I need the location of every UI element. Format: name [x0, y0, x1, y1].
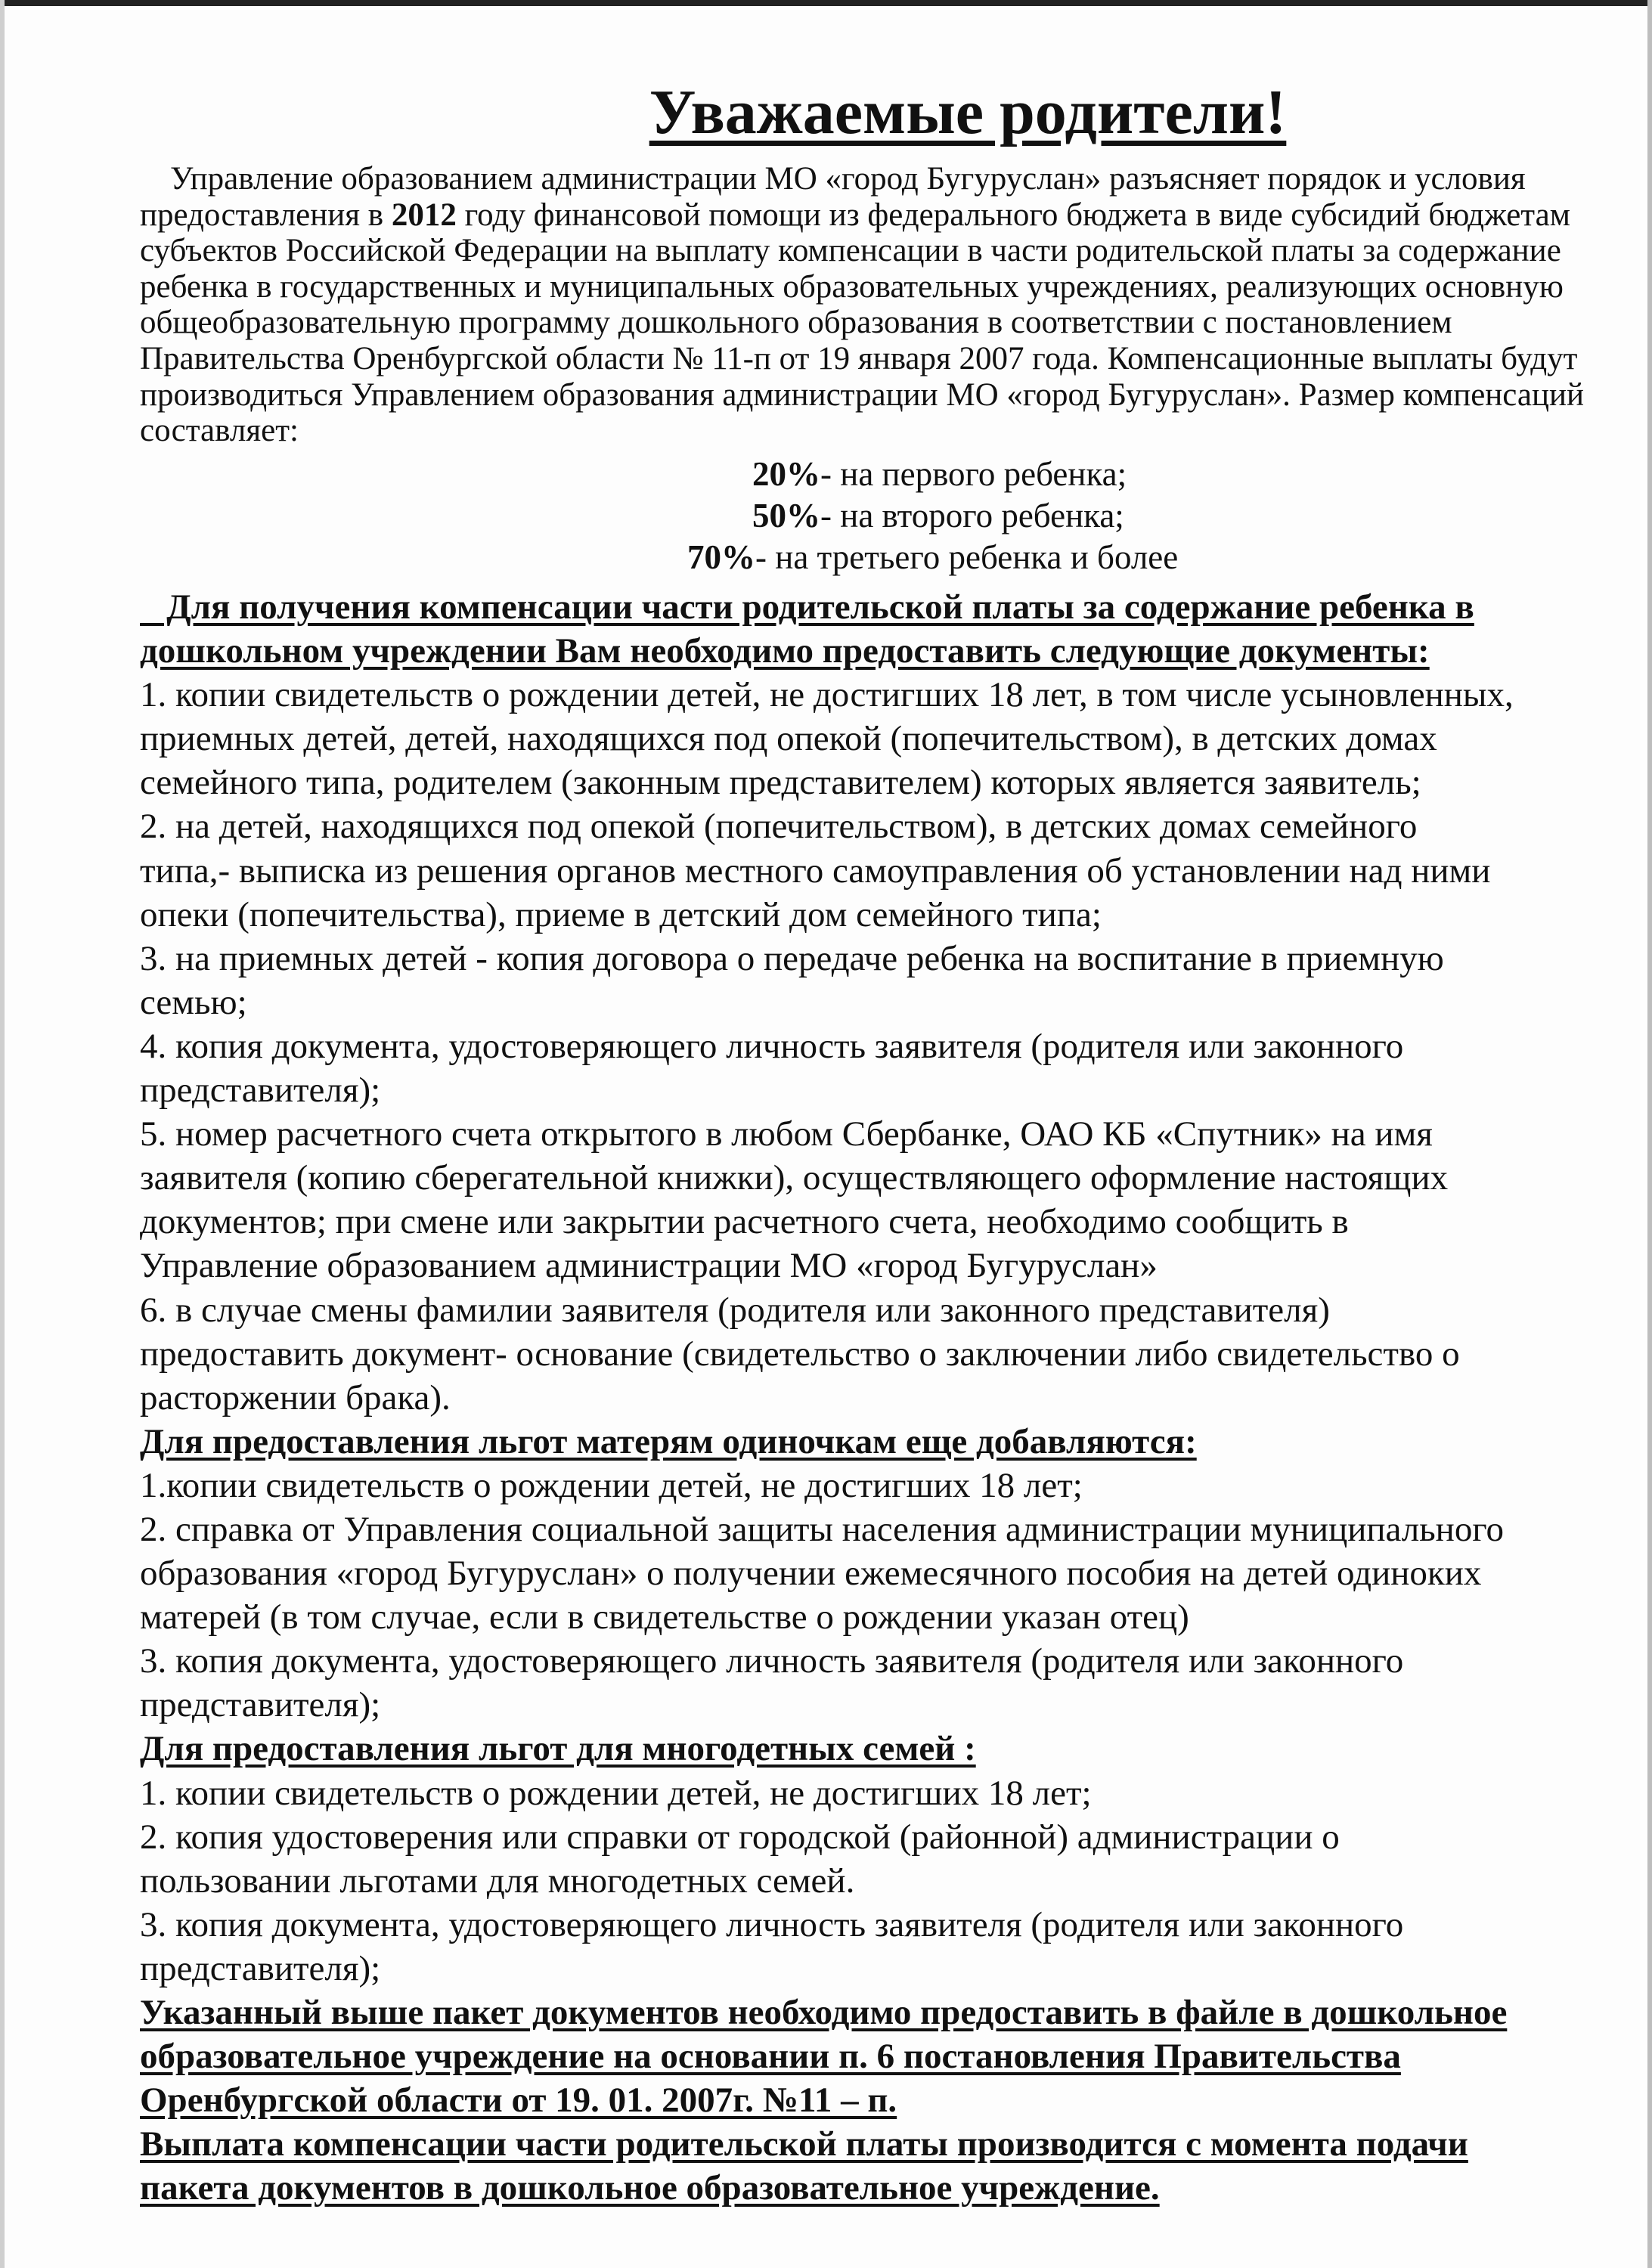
text-line: [140, 1639, 1514, 1683]
text-line: [140, 1068, 1514, 1112]
emphasized-text: Для получения компенсации части родительской платы за содержание ребенка в: [140, 587, 1474, 627]
scan-edge-left: [0, 0, 5, 2268]
text-line: [140, 761, 1514, 804]
text-line: [140, 981, 1514, 1024]
text-line: [140, 161, 1584, 197]
text-line: [140, 1683, 1514, 1727]
text-run: - на первого ребенка;: [820, 455, 1127, 493]
emphasized-text: Указанный выше пакет документов необходимо предоставить в файле в дошкольное: [140, 1993, 1508, 2032]
scan-edge-top: [0, 0, 1652, 6]
emphasized-text: Оренбургской области от 19. 01. 2007г. №11 – п.: [140, 2081, 897, 2121]
text-run: 1. копии свидетельств о рождении детей, не достигших 18 лет, в том числе усыновленных,: [140, 675, 1514, 715]
text-line: [140, 377, 1584, 414]
text-line: [140, 1288, 1514, 1332]
text-run: составляет:: [140, 413, 299, 449]
text-run: 2. на детей, находящихся под опекой (попечительством), в детских домах семейного: [140, 807, 1418, 847]
text-line: [140, 341, 1584, 377]
text-run: 5. номер расчетного счета открытого в любом Сбербанке, ОАО КБ «Спутник» на имя: [140, 1114, 1433, 1154]
text-line: [140, 893, 1514, 937]
text-line: [140, 1420, 1514, 1464]
text-run: - на третьего ребенка и более: [755, 538, 1179, 576]
text-line: [140, 1991, 1514, 2034]
text-run: 2. справка от Управления социальной защиты населения администрации муниципального: [140, 1509, 1504, 1549]
text-line: [140, 804, 1514, 848]
compensation-rates: [140, 454, 1178, 578]
text-line: [140, 1332, 1514, 1376]
text-line: [140, 585, 1514, 629]
text-run: производиться Управлением образования администрации МО «город Бугуруслан». Размер компенсаций: [140, 376, 1585, 413]
text-run: приемных детей, детей, находящихся под опекой (попечительством), в детских домах: [140, 719, 1437, 759]
text-run: субъектов Российской Федерации на выплату компенсации в части родительской платы за содержание: [140, 233, 1561, 269]
text-line: [140, 1156, 1514, 1200]
text-line: [140, 629, 1514, 673]
text-run: общеобразовательную программу дошкольного образования в соответствии с постановлением: [140, 305, 1452, 341]
text-run: 1. копии свидетельств о рождении детей, не достигших 18 лет;: [140, 1773, 1092, 1813]
text-line: [140, 1771, 1514, 1815]
text-line: [140, 2078, 1514, 2122]
text-run: расторжении брака).: [140, 1377, 451, 1418]
emphasized-text: дошкольном учреждении Вам необходимо предоставить следующие документы:: [140, 631, 1430, 671]
scan-edge-right: [1647, 0, 1652, 2268]
text-line: [140, 413, 1584, 449]
text-line: [140, 1112, 1514, 1156]
text-run: - на второго ребенка;: [820, 497, 1124, 534]
text-line: [140, 1464, 1514, 1507]
text-run: 4. копия документа, удостоверяющего личность заявителя (родителя или законного: [140, 1026, 1404, 1066]
emphasized-text: Для предоставления льгот для многодетных семей :: [140, 1729, 976, 1769]
text-run: матерей (в том случае, если в свидетельстве о рождении указан отец): [140, 1597, 1189, 1637]
text-run: пользовании льготами для многодетных семей.: [140, 1861, 855, 1901]
text-line: [140, 1947, 1514, 1991]
text-run: предоставить документ- основание (свидетельство о заключении либо свидетельство о: [140, 1334, 1460, 1374]
text-run: представителя);: [140, 1070, 381, 1111]
text-run: 3. на приемных детей - копия договора о передаче ребенка на воспитание в приемную: [140, 938, 1444, 978]
text-run: типа,- выписка из решения органов местного самоуправления об установлении над ними: [140, 850, 1491, 891]
text-line: [140, 1244, 1514, 1287]
text-line: [140, 1903, 1514, 1947]
text-run: семью;: [140, 982, 247, 1022]
emphasized-text: 2012: [391, 197, 457, 233]
text-run: Управление образованием администрации МО «город Бугуруслан»: [140, 1246, 1158, 1286]
text-line: [140, 1727, 1514, 1771]
text-run: 6. в случае смены фамилии заявителя (родителя или законного представителя): [140, 1290, 1330, 1330]
text-line: [140, 495, 1178, 537]
text-run: образования «город Бугуруслан» о получении ежемесячного пособия на детей одиноких: [140, 1554, 1482, 1594]
text-run: ребенка в государственных и муниципальных образовательных учреждениях, реализующих основную: [140, 268, 1564, 305]
emphasized-text: 50%: [752, 497, 820, 534]
emphasized-text: 70%: [687, 538, 755, 576]
emphasized-text: 20%: [752, 455, 820, 493]
text-run: представителя);: [140, 1685, 381, 1725]
text-run: Правительства Оренбургской области № 11-п от 19 января 2007 года. Компенсационные выплаты будут: [140, 340, 1578, 376]
emphasized-text: образовательное учреждение на основании п. 6 постановления Правительства: [140, 2037, 1401, 2077]
text-run: Управление образованием администрации МО «город Бугуруслан» разъясняет порядок и условия: [170, 161, 1526, 197]
text-run: документов; при смене или закрытии расчетного счета, необходимо сообщить в: [140, 1202, 1349, 1242]
text-line: [140, 1200, 1514, 1244]
text-line: [140, 305, 1584, 341]
text-line: [140, 1815, 1514, 1859]
intro-paragraph: [140, 161, 1584, 449]
text-run: опеки (попечительства), приеме в детский дом семейного типа;: [140, 894, 1102, 934]
text-line: [140, 937, 1514, 981]
text-line: [140, 233, 1584, 269]
text-run: предоставления в: [140, 197, 392, 233]
text-line: [140, 454, 1178, 495]
text-line: [140, 849, 1514, 893]
text-run: 2. копия удостоверения или справки от городской (районной) администрации о: [140, 1817, 1340, 1857]
text-line: [140, 2166, 1514, 2210]
text-line: [140, 2122, 1514, 2166]
text-line: [140, 197, 1584, 234]
text-run: 3. копия документа, удостоверяющего личность заявителя (родителя или законного: [140, 1641, 1404, 1681]
text-run: 3. копия документа, удостоверяющего личность заявителя (родителя или законного: [140, 1904, 1404, 1944]
text-run: семейного типа, родителем (законным представителем) которых является заявитель;: [140, 763, 1421, 803]
text-line: [140, 537, 1178, 578]
text-line: [140, 673, 1514, 717]
emphasized-text: Выплата компенсации части родительской платы производится с момента подачи: [140, 2124, 1468, 2164]
document-title: Уважаемые родители!: [649, 77, 1287, 147]
emphasized-text: Для предоставления льгот матерям одиночкам еще добавляются:: [140, 1421, 1197, 1461]
text-run: 1.копии свидетельств о рождении детей, не достигших 18 лет;: [140, 1465, 1083, 1505]
text-line: [140, 1595, 1514, 1639]
text-run: представителя);: [140, 1948, 381, 1988]
text-line: [140, 1551, 1514, 1595]
document-body: [140, 585, 1514, 2210]
text-line: [140, 1376, 1514, 1420]
text-line: [140, 269, 1584, 305]
text-run: году финансовой помощи из федерального бюджета в виде субсидий бюджетам: [456, 197, 1570, 233]
text-line: [140, 1859, 1514, 1903]
text-line: [140, 1507, 1514, 1551]
text-line: [140, 1024, 1514, 1068]
emphasized-text: пакета документов в дошкольное образовательное учреждение.: [140, 2168, 1160, 2208]
text-run: заявителя (копию сберегательной книжки), осуществляющего оформление настоящих: [140, 1158, 1449, 1198]
text-line: [140, 717, 1514, 761]
text-line: [140, 2034, 1514, 2078]
